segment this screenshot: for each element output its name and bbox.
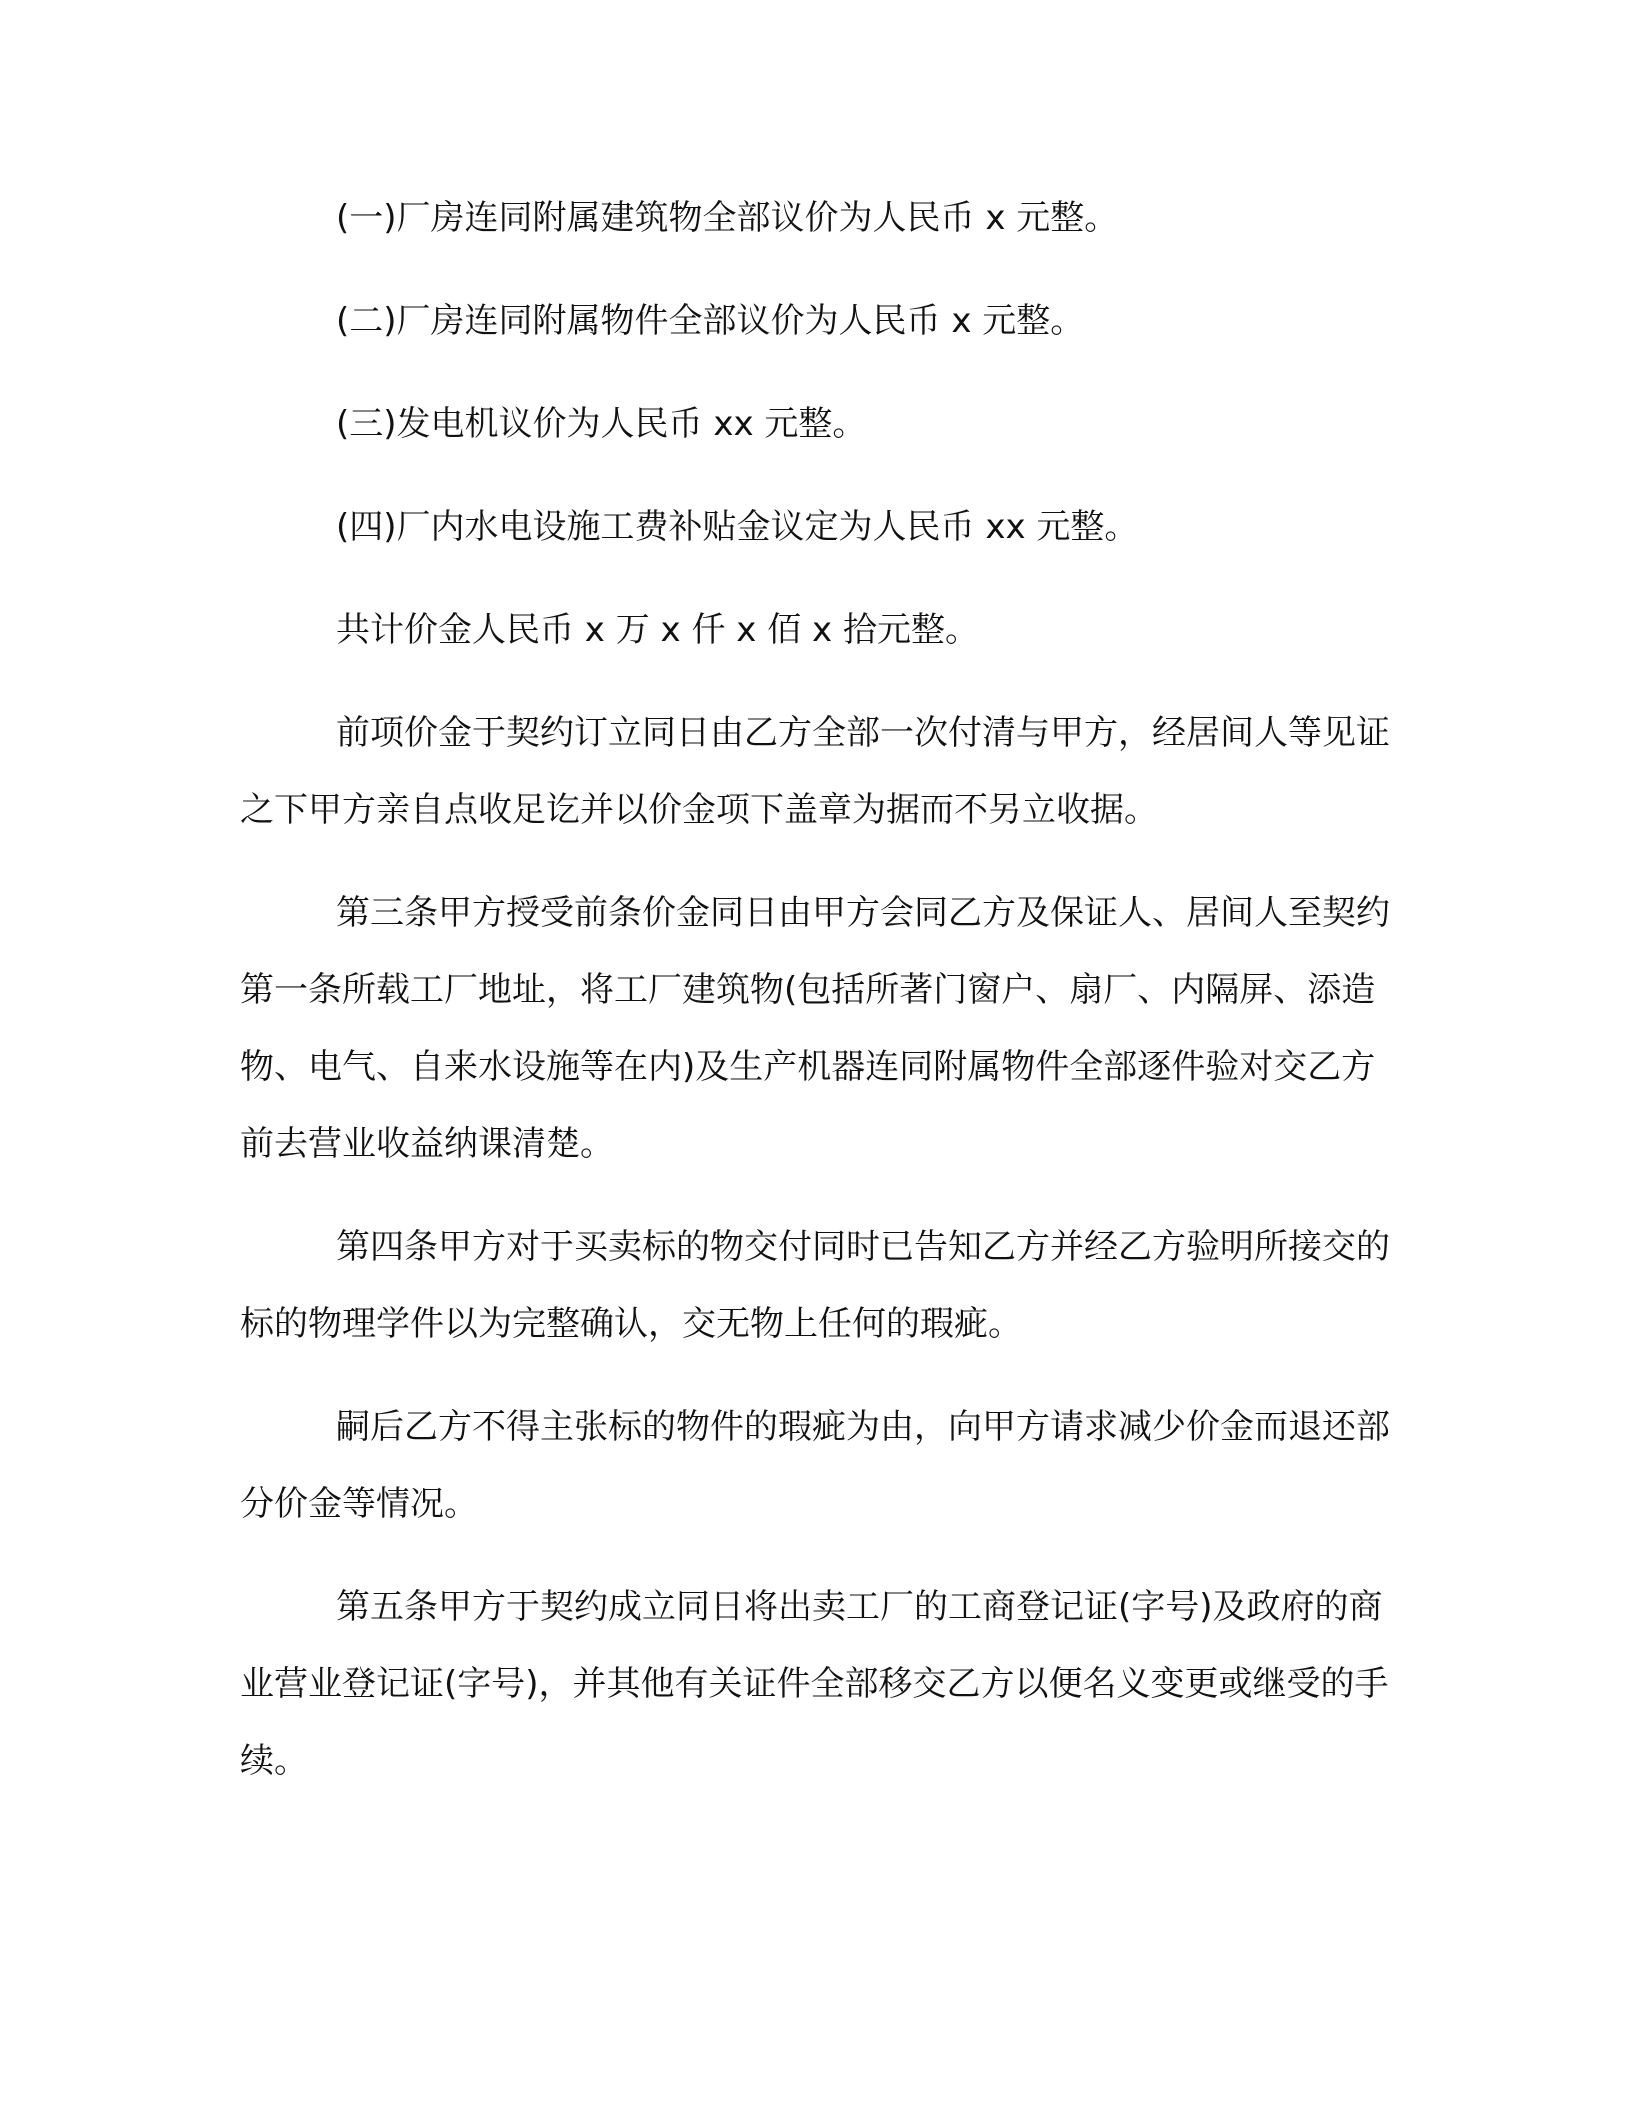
paragraph-article-4: 第四条甲方对于买卖标的物交付同时已告知乙方并经乙方验明所接交的标的物理学件以为完整确认，交无物上任何的瑕疵。 [240,1227,1390,1344]
paragraph-article-4-continued: 嗣后乙方不得主张标的物件的瑕疵为由，向甲方请求减少价金而退还部分价金等情况。 [240,1407,1390,1524]
paragraph-price-item-3: (三)发电机议价为人民币 xx 元整。 [336,404,867,444]
paragraph-price-item-2: (二)厂房连同附属物件全部议价为人民币 x 元整。 [336,301,1085,341]
document-body [240,180,1390,1826]
paragraph-price-item-4: (四)厂内水电设施工费补贴金议定为人民币 xx 元整。 [336,507,1139,547]
paragraph-article-5: 第五条甲方于契约成立同日将出卖工厂的工商登记证(字号)及政府的商业营业登记证(字号)，并其他有关证件全部移交乙方以便名义变更或继受的手续。 [240,1587,1389,1781]
paragraph-article-3: 第三条甲方授受前条价金同日由甲方会同乙方及保证人、居间人至契约第一条所载工厂地址，将工厂建筑物(包括所著门窗户、扇厂、内隔屏、添造物、电气、自来水设施等在内)及生产机器连同附属物件全部逐件验对交乙方前去营业收益纳课清楚。 [240,893,1390,1164]
paragraph-payment-terms: 前项价金于契约订立同日由乙方全部一次付清与甲方，经居间人等见证之下甲方亲自点收足讫并以价金项下盖章为据而不另立收据。 [240,713,1390,830]
paragraph-total-price: 共计价金人民币 x 万 x 仟 x 佰 x 拾元整。 [336,610,979,650]
paragraph-price-item-1: (一)厂房连同附属建筑物全部议价为人民币 x 元整。 [336,198,1119,238]
